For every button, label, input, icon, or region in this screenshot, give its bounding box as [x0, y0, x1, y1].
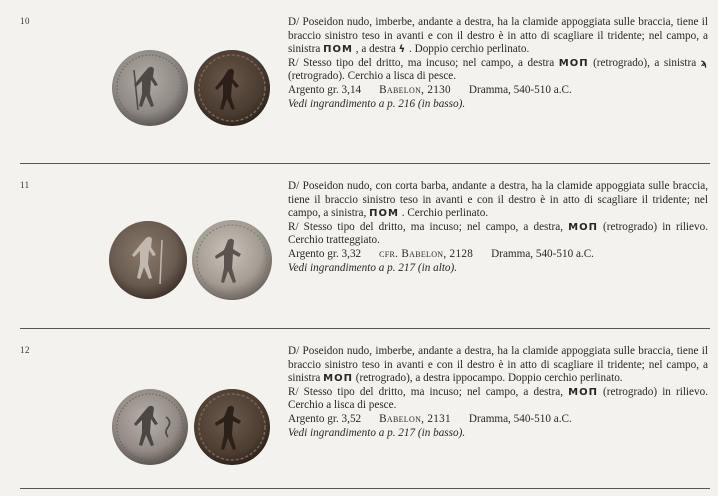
legend-right: ΜΟΠ: [568, 386, 598, 398]
coin-images: [100, 38, 280, 138]
denomination-date: Dramma, 540-510 a.C.: [491, 247, 594, 260]
denomination-date: Dramma, 540-510 a.C.: [468, 412, 572, 425]
reverse-coin-image: [194, 50, 270, 126]
entry-description: [288, 180, 708, 275]
legend-left: ΠΟΜ: [369, 208, 399, 220]
reverse-text: R/ Stesso tipo del dritto, ma incuso; nel campo, a destra,: [288, 220, 569, 233]
metadata-line: [288, 248, 708, 262]
legend-left: ΠΟΜ: [323, 44, 353, 56]
legend-right: ΜΟΠ: [568, 221, 598, 233]
divider-rule: [20, 163, 710, 164]
reverse-description: [288, 221, 708, 248]
catalogue-reference: Babelon, 2131: [379, 412, 451, 425]
reverse-description: [288, 386, 708, 413]
coin-pair: [100, 210, 280, 310]
catalogue-reference: cfr. Babelon, 2128: [379, 247, 474, 260]
divider-rule: [20, 328, 710, 329]
obverse-description: [288, 345, 708, 386]
obverse-text: D/ Poseidon nudo, imberbe, andante a destra, ha la clamide appoggiata sulle braccia, tiene il braccio sinistro teso in avanti e con il destro è in atto di scagliare il tridente; nel campo, a sinistra: [288, 345, 708, 385]
legend-right: ΜΟΠ: [558, 57, 589, 69]
obverse-text: D/ Poseidon nudo, imberbe, andante a destra, ha la clamide appoggiata sulle braccia, tiene il braccio sinistro teso in avanti e con il destro è in atto di scagliare il tridente; nel campo, a sinistra: [288, 16, 708, 56]
coin-images: [100, 210, 280, 310]
obverse-text: D/ Poseidon nudo, con corta barba, andante a destra, ha la clamide appoggiata sulle braccia, tiene il braccio sinistro teso in avanti e con il destro è in atto di scagliare il tridente; nel campo, a sinistra,: [288, 180, 708, 220]
metadata-line: [288, 413, 708, 427]
coin-pair: [100, 377, 280, 477]
obverse-coin-image: [109, 221, 187, 299]
metal-weight: Argento gr. 3,14: [288, 83, 362, 96]
metadata-line: [288, 84, 708, 98]
entry-description: [288, 345, 708, 440]
reverse-coin-image: [192, 220, 272, 300]
obverse-description: [288, 180, 708, 221]
coin-pair: [100, 38, 280, 138]
entry-number: 11: [20, 180, 30, 190]
reverse-text: R/ Stesso tipo del dritto, ma incuso; nel campo, a destra: [288, 56, 559, 69]
legend-left: ΜΟΠ: [323, 373, 353, 385]
see-enlargement: Vedi ingrandimento a p. 217 (in alto).: [288, 261, 458, 274]
entry-number: 10: [20, 16, 30, 26]
see-enlargement: Vedi ingrandimento a p. 217 (in basso).: [288, 426, 466, 439]
reverse-text: R/ Stesso tipo del dritto, ma incuso; nel campo, a destra,: [288, 385, 569, 398]
entry-description: [288, 16, 708, 111]
obverse-text-end: (retrogrado), a destra ippocampo. Doppio cerchio perlinato.: [352, 372, 623, 385]
divider-rule: [20, 488, 710, 489]
metal-weight: Argento gr. 3,52: [288, 412, 362, 425]
obverse-text-end: . Cerchio perlinato.: [398, 207, 489, 220]
obverse-text-end: . Doppio cerchio perlinato.: [406, 43, 530, 56]
reverse-text-mid: (retrogrado), a sinistra: [588, 56, 701, 69]
coin-images: [100, 377, 280, 477]
legend-right: ϟ: [398, 44, 407, 56]
obverse-coin-image: [112, 389, 188, 465]
catalogue-reference: Babelon, 2130: [379, 83, 451, 96]
obverse-text-mid: , a destra: [352, 43, 399, 56]
reverse-description: [288, 57, 708, 84]
metal-weight: Argento gr. 3,32: [288, 247, 362, 260]
obverse-coin-image: [112, 50, 188, 126]
reverse-coin-image: [194, 389, 270, 465]
entry-number: 12: [20, 345, 30, 355]
see-enlargement: Vedi ingrandimento a p. 216 (in basso).: [288, 97, 466, 110]
reverse-text-end: (retrogrado) in rilievo. Cerchio tratteggiato.: [288, 220, 708, 247]
reverse-text-end: (retrogrado). Cerchio a lisca di pesce.: [288, 70, 457, 83]
obverse-description: [288, 16, 708, 57]
denomination-date: Dramma, 540-510 a.C.: [468, 83, 572, 96]
legend-left: ϡ: [700, 57, 708, 69]
reverse-text-end: (retrogrado) in rilievo. Cerchio a lisca di pesce.: [288, 385, 708, 412]
